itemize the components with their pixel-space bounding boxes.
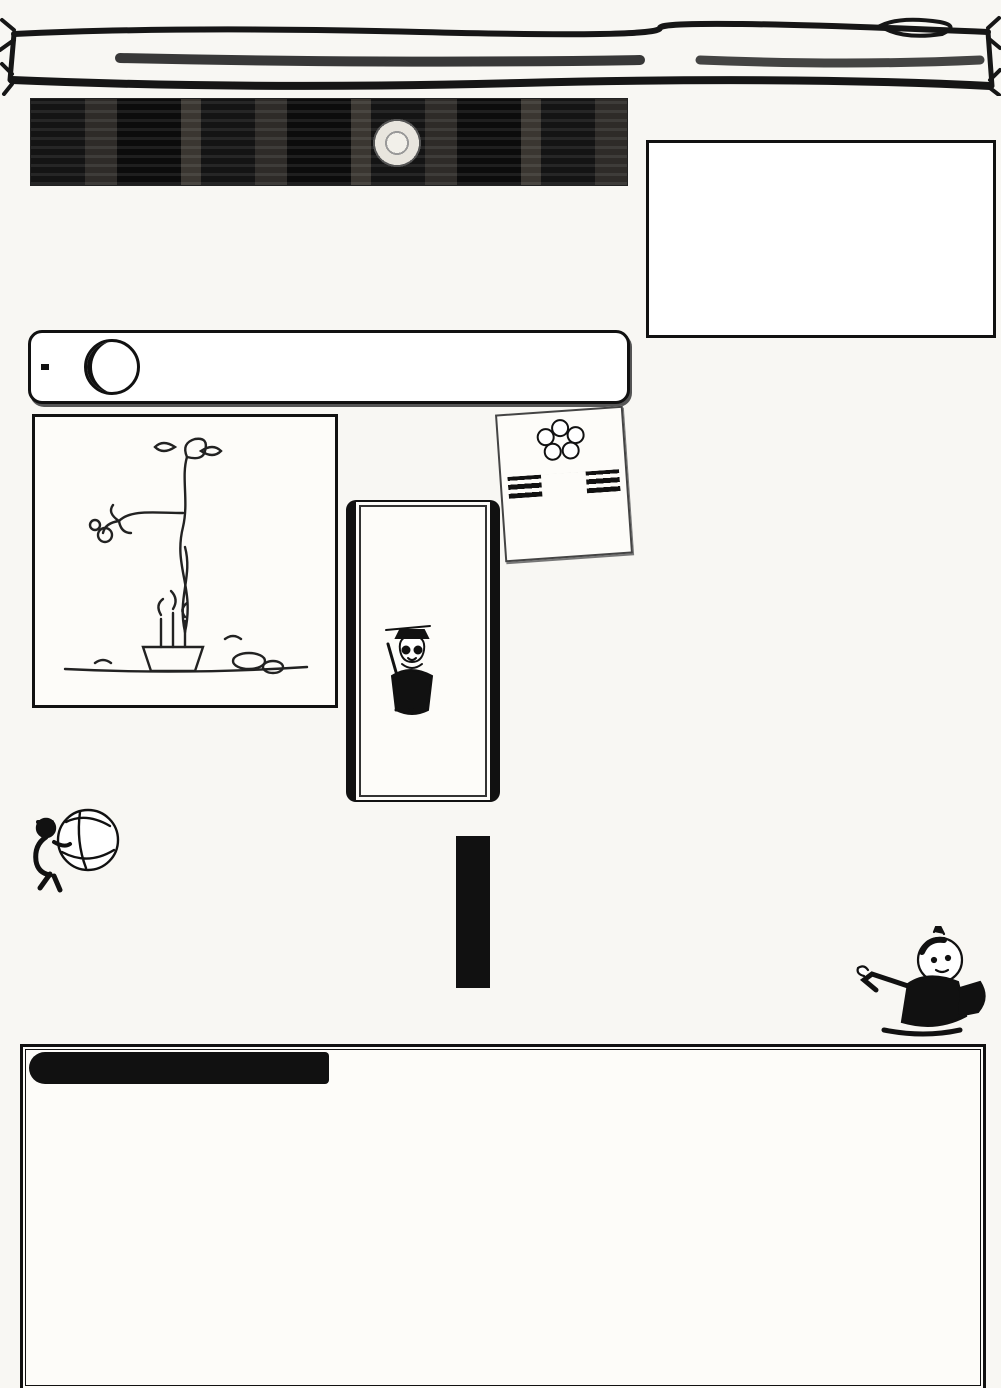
scholar-cartoon bbox=[848, 926, 996, 1040]
history-title bbox=[29, 1052, 329, 1084]
history-table bbox=[20, 1044, 986, 1388]
thief-cartoon bbox=[24, 802, 128, 894]
tree-incense-drawing bbox=[35, 417, 335, 705]
wave-tips-label bbox=[456, 836, 490, 988]
next-draw-ticket bbox=[495, 406, 633, 563]
four-zodiac-balls bbox=[500, 632, 632, 736]
wave-analysis bbox=[24, 800, 490, 1042]
masthead bbox=[20, 186, 632, 328]
draw-results-bar bbox=[28, 330, 630, 404]
brand-block bbox=[41, 364, 57, 370]
artist-figure bbox=[356, 620, 468, 716]
ball-cluster-logo bbox=[532, 416, 589, 466]
history-rows bbox=[29, 1084, 977, 1364]
four-zodiac-title bbox=[486, 548, 646, 628]
top-banner bbox=[0, 0, 1001, 96]
illustration-box bbox=[32, 414, 338, 708]
doctor-cartoon bbox=[356, 624, 442, 716]
gate-analysis bbox=[644, 344, 992, 620]
photo-collage bbox=[30, 98, 628, 186]
mark-six-logo bbox=[41, 364, 49, 370]
trend-table bbox=[646, 140, 996, 338]
special-number-ball bbox=[84, 339, 140, 395]
this-issue-roar bbox=[930, 344, 992, 353]
ticket-barcode bbox=[507, 469, 620, 499]
